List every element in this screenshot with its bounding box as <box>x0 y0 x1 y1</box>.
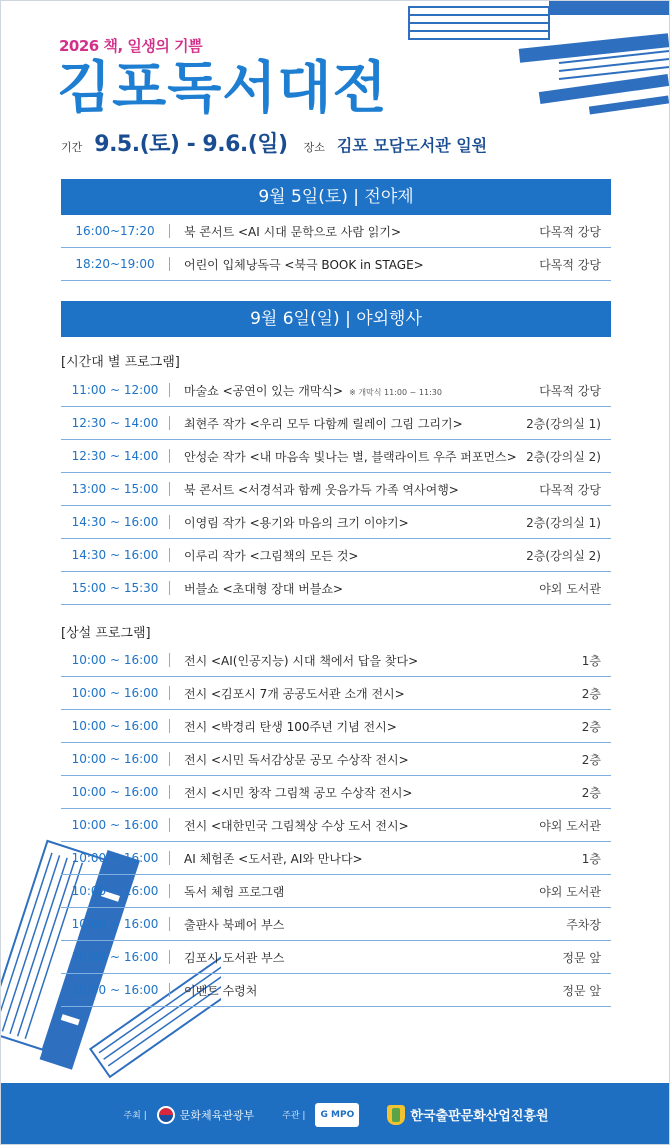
row-time: 10:00 ~ 16:00 <box>71 950 159 964</box>
row-title-cell <box>184 580 539 597</box>
row-time: 16:00~17:20 <box>75 224 155 238</box>
row-divider <box>169 581 170 595</box>
row-time: 18:20~19:00 <box>75 257 155 271</box>
row-title: 북 콘서트 <서경석과 함께 웃음가득 가족 역사여행> <box>184 482 459 497</box>
row-title: 전시 <대한민국 그림책상 수상 도서 전시> <box>184 818 409 833</box>
row-title-cell <box>184 256 539 273</box>
row-place: 2층(강의실 1) <box>526 416 601 431</box>
row-time: 10:00 ~ 16:00 <box>71 851 159 865</box>
day2-heading: 9월 6일(일) | 야외행사 <box>61 301 611 337</box>
row-divider <box>169 515 170 529</box>
schedule-row <box>61 374 611 407</box>
permanent-program-label: [상설 프로그램] <box>61 626 151 641</box>
row-time: 10:00 ~ 16:00 <box>71 785 159 799</box>
day1-heading: 9월 5일(토) | 전야제 <box>61 179 611 215</box>
row-title-cell <box>184 784 582 801</box>
schedule-row <box>61 875 611 908</box>
event-period: 9.5.(토) - 9.6.(일) <box>94 132 288 157</box>
schedule-row <box>61 539 611 572</box>
row-title-cell <box>184 850 582 867</box>
row-place: 야외 도서관 <box>539 581 601 596</box>
row-place: 2층(강의실 2) <box>526 548 601 563</box>
row-divider <box>169 752 170 766</box>
row-divider <box>169 950 170 964</box>
row-title: 이영림 작가 <용기와 마음의 크기 이야기> <box>184 515 409 530</box>
event-subtitle: 2026 책, 일생의 기쁨 <box>59 37 203 55</box>
row-title-cell <box>184 685 582 702</box>
schedule-row <box>61 506 611 539</box>
schedule-row <box>61 809 611 842</box>
row-title-cell <box>184 982 562 999</box>
row-title: 전시 <시민 창작 그림책 공모 수상작 전시> <box>184 785 413 800</box>
row-time: 12:30 ~ 14:00 <box>71 416 159 430</box>
row-title: 어린이 입체낭독극 <북극 BOOK in STAGE> <box>184 257 424 272</box>
row-place: 2층 <box>581 719 601 734</box>
row-time: 15:00 ~ 15:30 <box>71 581 159 595</box>
organizer-label: 주관 | <box>282 1111 306 1121</box>
kpipa-logo-icon <box>387 1105 405 1125</box>
row-place: 정문 앞 <box>562 983 601 998</box>
timed-program-label: [시간대 별 프로그램] <box>61 355 180 370</box>
row-title: 전시 <김포시 7개 공공도서관 소개 전시> <box>184 686 405 701</box>
row-time: 10:00 ~ 16:00 <box>71 884 159 898</box>
row-divider <box>169 851 170 865</box>
schedule-row <box>61 644 611 677</box>
row-divider <box>169 383 170 397</box>
row-note: ※ 개막식 11:00 ~ 11:30 <box>349 387 442 397</box>
row-title-cell <box>184 916 566 933</box>
row-place: 다목적 강당 <box>539 224 601 239</box>
row-place: 2층 <box>581 785 601 800</box>
event-title: 김포독서대전 <box>57 56 388 121</box>
row-title: 출판사 북페어 부스 <box>184 917 285 932</box>
row-title-cell <box>184 415 526 432</box>
row-divider <box>169 686 170 700</box>
row-place: 2층 <box>581 686 601 701</box>
taeguk-icon <box>157 1106 175 1124</box>
row-place: 다목적 강당 <box>539 257 601 272</box>
row-time: 10:00 ~ 16:00 <box>71 818 159 832</box>
row-time: 11:00 ~ 12:00 <box>71 383 159 397</box>
schedule-row <box>61 974 611 1007</box>
row-divider <box>169 719 170 733</box>
row-divider <box>169 482 170 496</box>
row-title-cell <box>184 514 526 531</box>
schedule-row <box>61 407 611 440</box>
sponsor-footer <box>1 1083 670 1145</box>
row-title-cell <box>184 448 526 465</box>
row-divider <box>169 257 170 271</box>
event-place: 김포 모담도서관 일원 <box>336 136 488 155</box>
row-title-cell <box>184 547 526 564</box>
row-place: 2층(강의실 2) <box>526 449 601 464</box>
row-title: 김포시 도서관 부스 <box>184 950 285 965</box>
gimpo-logo: G MPO <box>315 1103 359 1127</box>
row-place: 야외 도서관 <box>539 818 601 833</box>
host-name: 문화체육관광부 <box>179 1108 255 1122</box>
row-title: 안성순 작가 <내 마음속 빛나는 별, 블랙라이트 우주 퍼포먼스> <box>184 449 517 464</box>
schedule-row <box>61 215 611 248</box>
row-time: 12:30 ~ 14:00 <box>71 449 159 463</box>
row-time: 10:00 ~ 16:00 <box>71 752 159 766</box>
schedule-row <box>61 473 611 506</box>
row-title: 이벤트 수령처 <box>184 983 258 998</box>
event-info <box>61 127 487 158</box>
schedule-row <box>61 710 611 743</box>
row-divider <box>169 653 170 667</box>
schedule-row <box>61 248 611 281</box>
row-time: 10:00 ~ 16:00 <box>71 653 159 667</box>
row-divider <box>169 548 170 562</box>
row-time: 13:00 ~ 15:00 <box>71 482 159 496</box>
schedule-row <box>61 776 611 809</box>
row-time: 10:00 ~ 16:00 <box>71 686 159 700</box>
row-title-cell <box>184 817 539 834</box>
schedule-row <box>61 908 611 941</box>
row-divider <box>169 917 170 931</box>
row-title-cell <box>184 883 539 900</box>
schedule-row <box>61 572 611 605</box>
row-place: 1층 <box>581 653 601 668</box>
schedule-row <box>61 743 611 776</box>
row-divider <box>169 416 170 430</box>
row-divider <box>169 449 170 463</box>
host-org <box>157 1106 254 1124</box>
period-label: 기간 <box>61 141 83 154</box>
row-title: 버블쇼 <초대형 장대 버블쇼> <box>184 581 344 596</box>
place-label: 장소 <box>303 141 325 154</box>
row-time: 10:00 ~ 16:00 <box>71 719 159 733</box>
row-title: 마술쇼 <공연이 있는 개막식> <box>184 383 344 398</box>
row-divider <box>169 785 170 799</box>
row-place: 다목적 강당 <box>539 383 601 398</box>
row-time: 10:00 ~ 16:00 <box>71 983 159 997</box>
row-title: 북 콘서트 <AI 시대 문학으로 사람 읽기> <box>184 224 402 239</box>
row-place: 다목적 강당 <box>539 482 601 497</box>
row-title: 전시 <AI(인공지능) 시대 책에서 답을 찾다> <box>184 653 419 668</box>
books-decoration-icon <box>399 1 669 121</box>
row-title-cell <box>184 652 582 669</box>
row-divider <box>169 983 170 997</box>
row-time: 10:00 ~ 16:00 <box>71 917 159 931</box>
row-title-cell <box>184 718 582 735</box>
row-divider <box>169 818 170 832</box>
schedule-row <box>61 440 611 473</box>
row-title: 독서 체험 프로그램 <box>184 884 285 899</box>
row-title: 전시 <박경리 탄생 100주년 기념 전시> <box>184 719 397 734</box>
row-title: 최현주 작가 <우리 모두 다함께 릴레이 그림 그리기> <box>184 416 463 431</box>
row-time: 14:30 ~ 16:00 <box>71 548 159 562</box>
row-title: 전시 <시민 독서감상문 공모 수상작 전시> <box>184 752 409 767</box>
schedule-row <box>61 842 611 875</box>
row-place: 2층(강의실 1) <box>526 515 601 530</box>
partner-org <box>387 1105 548 1125</box>
schedule-row <box>61 677 611 710</box>
row-place: 정문 앞 <box>562 950 601 965</box>
row-title-cell <box>184 382 539 399</box>
row-title-cell <box>184 481 539 498</box>
row-place: 주차장 <box>566 917 601 932</box>
row-time: 14:30 ~ 16:00 <box>71 515 159 529</box>
row-place: 2층 <box>581 752 601 767</box>
partner-name: 한국출판문화산업진흥원 <box>410 1109 549 1124</box>
row-place: 1층 <box>581 851 601 866</box>
row-title-cell <box>184 223 539 240</box>
row-title-cell <box>184 751 582 768</box>
row-title: 이루리 작가 <그림책의 모든 것> <box>184 548 359 563</box>
row-divider <box>169 224 170 238</box>
schedule-row <box>61 941 611 974</box>
host-label: 주최 | <box>123 1111 147 1121</box>
row-divider <box>169 884 170 898</box>
row-title: AI 체험존 <도서관, AI와 만나다> <box>184 851 363 866</box>
row-title-cell <box>184 949 562 966</box>
row-place: 야외 도서관 <box>539 884 601 899</box>
